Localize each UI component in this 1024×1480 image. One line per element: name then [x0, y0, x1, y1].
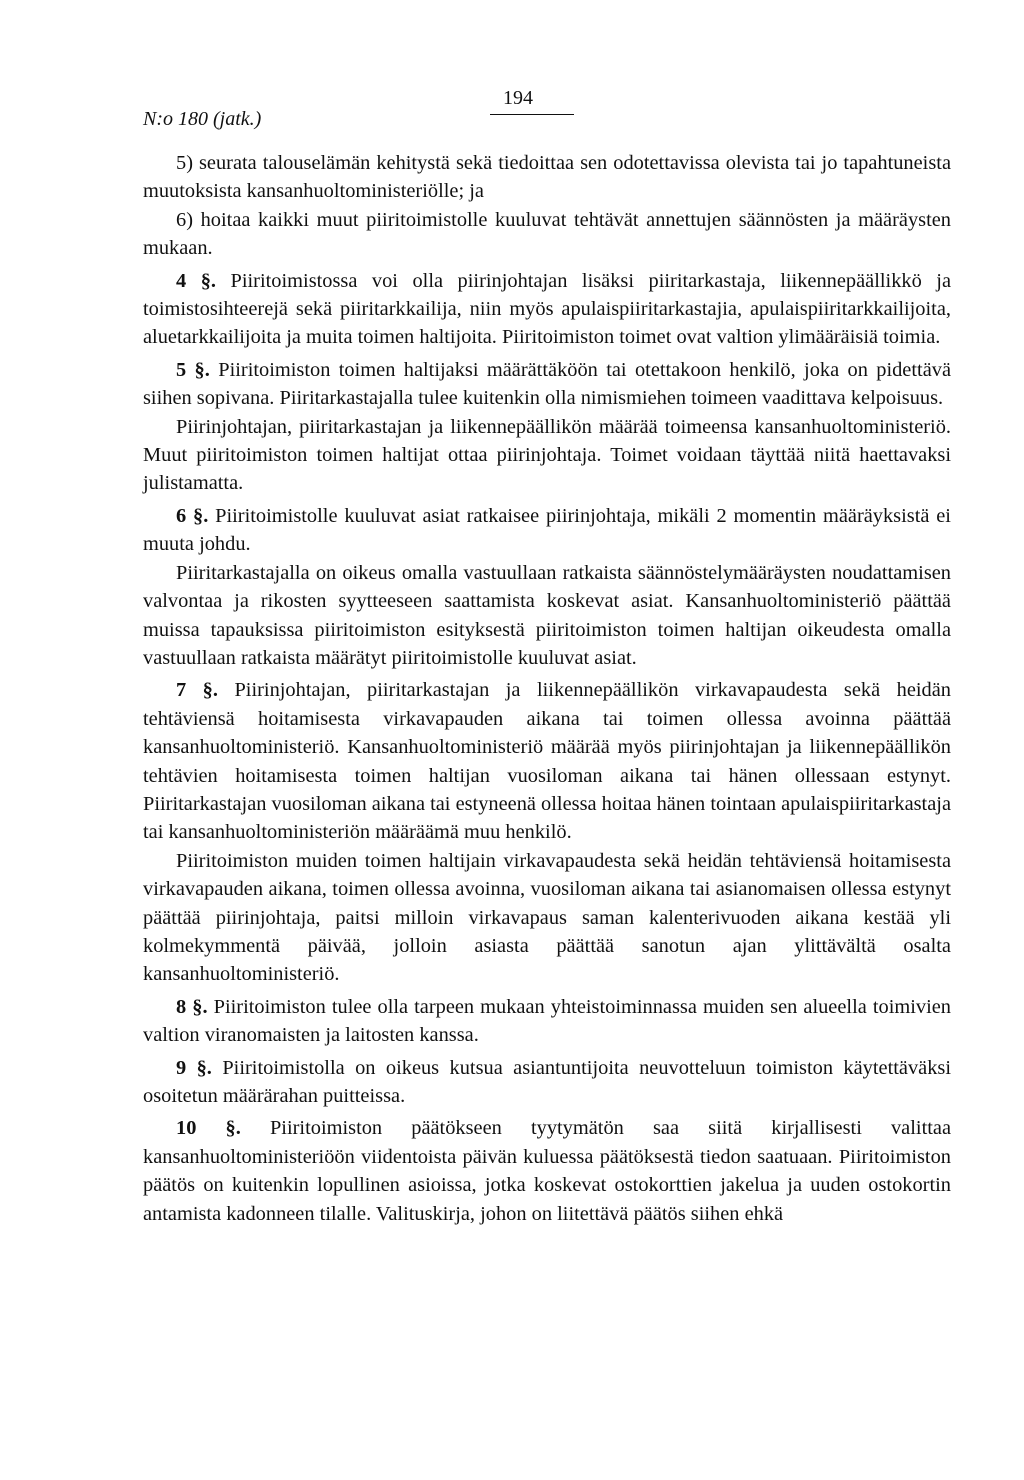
section-number: 5 §. — [176, 358, 210, 381]
paragraph — [143, 1114, 951, 1228]
paragraph-text: Piirinjohtajan, piiritarkastajan ja liikennepäällikön virkavapaudesta sekä heidän tehtäviensä hoitamisesta virkavapauden aikana tai toimen ollessa avoinna päättää kansanhuoltoministeriö. Kansanhuoltoministeriö määrää myös piirinjohtajan ja liikennepäällikön tehtävien hoitamisesta toimen haltijan vuosiloman aikana tai hänen ollessaan estynyt. Piiritarkastajan vuosiloman aikana tai estyneenä ollessa hoitaa hänen tointaan apulaispiiritarkastaja tai kansanhuoltoministeriön määräämä muu henkilö. — [143, 679, 951, 844]
paragraph-text: Piiritoimiston muiden toimen haltijain virkavapaudesta sekä heidän tehtäviensä hoitamisesta virkavapauden aikana, toimen ollessa avoinna, vuosiloman aikana tai asianomaisen ollessa estynyt päättää piirinjohtaja, paitsi milloin virkavapaus saman kalenterivuoden aikana kestää yli kolmekymmentä päivää, jolloin asiasta päättää sanotun ajan ylittävältä osalta kansanhuoltoministeriö. — [143, 849, 951, 986]
section-number: 9 §. — [176, 1056, 212, 1079]
paragraph — [143, 993, 951, 1050]
page-number-rule — [490, 114, 574, 115]
paragraph-text: Piiritoimiston toimen haltijaksi määrättäköön tai otettakoon henkilö, joka on pidettävä siihen sopivana. Piiritarkastajalla tulee kuitenkin olla nimismiehen toimeen vaadittava kelpoisuus. — [143, 358, 951, 410]
paragraph-text: Piiritoimistolla on oikeus kutsua asiantuntijoita neuvotteluun toimiston käytettäväksi osoitetun määrärahan puitteissa. — [143, 1056, 952, 1107]
body-text — [143, 149, 951, 1228]
paragraph-text: Piirinjohtajan, piiritarkastajan ja liikennepäällikön määrää toimeensa kansanhuoltoministeriö. Muut piiritoimiston toimen haltijat ottaa piirinjohtaja. Toimet voidaan täyttää niitä haettavaksi julistamatta. — [143, 415, 951, 495]
paragraph-text: 5) seurata talouselämän kehitystä sekä tiedoittaa sen odotettavissa olevista tai jo tapahtuneista muutoksista kansanhuoltoministeriölle; ja — [143, 152, 951, 203]
paragraph-text: Piiritarkastajalla on oikeus omalla vastuullaan ratkaista säännöstelymääräysten noudattamisen valvontaa ja rikosten syytteeseen saattamista koskevat asiat. Kansanhuoltoministeriö päättää muissa tapauksissa piiritoimiston esityksestä piiritoimiston toimen haltijan oikeudesta omalla vastuullaan ratkaista määrätyt piiritoimistolle kuuluvat asiat. — [143, 561, 951, 669]
running-head: N:o 180 (jatk.) — [143, 108, 262, 130]
paragraph — [143, 559, 951, 673]
page-number: 194 — [503, 87, 533, 109]
paragraph — [143, 149, 951, 206]
paragraph-text: Piiritoimistossa voi olla piirinjohtajan lisäksi piiritarkastaja, liikennepäällikkö ja toimistosihteerejä sekä piiritarkkailija, niin myös apulaispiiritarkastajia, apulaispiiritarkkailijoita, aluetarkkailijoita ja muita toimen haltijoita. Piiritoimiston toimet ovat valtion ylimääräisiä toimia. — [143, 269, 951, 349]
paragraph — [143, 206, 951, 263]
paragraph-text: Piiritoimistolle kuuluvat asiat ratkaisee piirinjohtaja, mikäli 2 momentin määräyksistä ei muuta johdu. — [143, 504, 951, 556]
paragraph — [143, 502, 951, 559]
paragraph — [143, 847, 951, 989]
paragraph — [143, 356, 951, 413]
paragraph-text: Piiritoimiston päätökseen tyytymätön saa siitä kirjallisesti valittaa kansanhuoltoministeriöön viidentoista päivän kuluessa päätöksestä tiedon saatuaan. Piiritoimiston päätös on kuitenkin lopullinen asioissa, jotka koskevat ostokorttien jakelua ja uuden ostokortin antamista kadonneen tilalle. Valituskirja, johon on liitettävä päätös siihen ehkä — [143, 1117, 951, 1225]
paragraph — [143, 413, 951, 498]
section-number: 4 §. — [176, 269, 216, 292]
paragraph — [143, 267, 951, 352]
paragraph-text: Piiritoimiston tulee olla tarpeen mukaan yhteistoiminnassa muiden sen alueella toimivien valtion viranomaisten ja laitosten kanssa. — [143, 995, 951, 1047]
paragraph — [143, 676, 951, 846]
section-number: 10 §. — [176, 1117, 241, 1140]
section-number: 8 §. — [176, 995, 208, 1018]
paragraph — [143, 1054, 951, 1111]
section-number: 6 §. — [176, 504, 209, 527]
section-number: 7 §. — [176, 679, 218, 702]
paragraph-text: 6) hoitaa kaikki muut piiritoimistolle kuuluvat tehtävät annettujen säännösten ja määräysten mukaan. — [143, 208, 951, 260]
